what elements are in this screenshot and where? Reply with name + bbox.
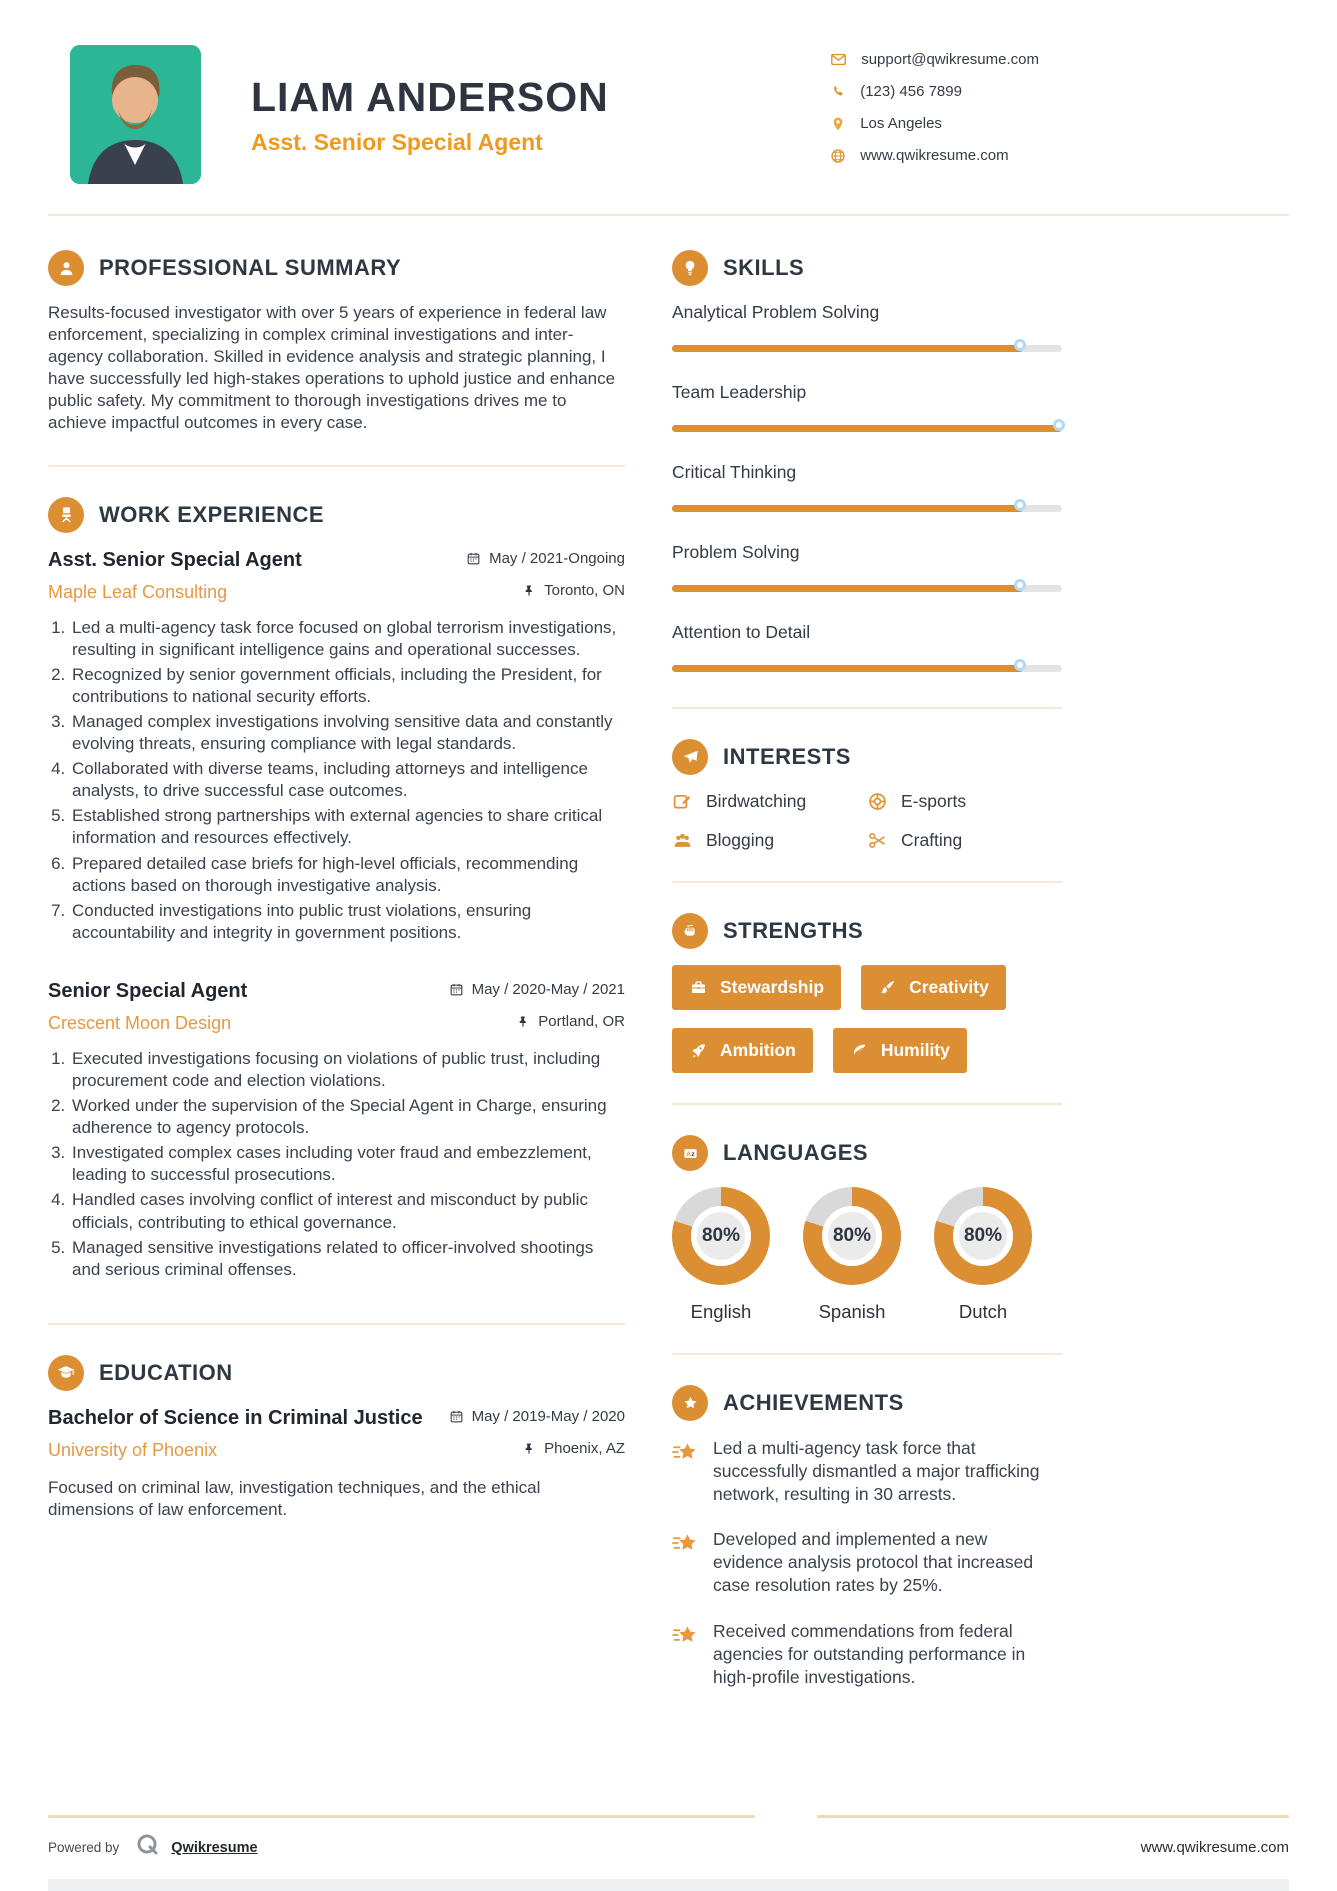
job-company-row — [48, 572, 625, 603]
job-bullet-list — [48, 1048, 625, 1281]
slider-handle[interactable] — [1014, 499, 1026, 511]
job-bullet: 6. Prepared detailed case briefs for high-level officials, recommending actions based on thorough investigative analysis. — [70, 853, 625, 897]
mail-icon — [830, 51, 847, 68]
job-title: Asst. Senior Special Agent — [48, 548, 302, 571]
job-location — [516, 1013, 625, 1030]
job-bullet: 1. Executed investigations focusing on violations of public trust, including procurement code and election violations. — [70, 1048, 625, 1092]
contact-website-text: www.qwikresume.com — [860, 147, 1009, 164]
education-description: Focused on criminal law, investigation techniques, and the ethical dimensions of law enforcement. — [48, 1477, 541, 1519]
job-entry — [48, 980, 625, 1281]
school-name: University of Phoenix — [48, 1439, 218, 1460]
degree-row — [48, 1407, 625, 1430]
strength-badges — [672, 965, 1062, 1073]
education-date-text: May / 2019-May / 2020 — [471, 1407, 625, 1425]
job-entry — [48, 549, 625, 944]
interest-label: Birdwatching — [706, 791, 807, 811]
interest-item — [867, 830, 1062, 851]
calendar-icon — [449, 1409, 464, 1424]
job-company-row — [48, 1003, 625, 1034]
powered-by-label: Powered by — [48, 1840, 120, 1855]
degree-title: Bachelor of Science in Criminal Justice — [48, 1406, 423, 1429]
strengths-heading: STRENGTHS — [723, 918, 864, 943]
job-company: Maple Leaf Consulting — [48, 581, 228, 602]
language-donut — [934, 1187, 1032, 1285]
leaf-icon — [850, 1041, 869, 1060]
interest-grid — [672, 791, 1062, 851]
profile-photo — [70, 45, 201, 184]
skill-item — [672, 382, 1062, 437]
right-column — [672, 216, 1062, 1711]
language-percent: 80% — [953, 1206, 1013, 1266]
strength-label: Ambition — [720, 1040, 796, 1060]
rocket-icon — [689, 1041, 708, 1060]
summary-text: Results-focused investigator with over 5 years of experience in federal law enforcement, specializing in complex criminal investigations and inter-agency collaboration. Skilled in evidence analysis and strategic planning, I have successfully led high-stakes operations to uphold justice and enhance public safety. My commitment to thorough investigations drives me to achieve impactful outcomes in every case. — [48, 303, 616, 433]
education-section-head — [48, 1355, 625, 1391]
slider-handle[interactable] — [1014, 339, 1026, 351]
section-divider — [672, 1353, 1062, 1355]
job-company: Crescent Moon Design — [48, 1012, 232, 1033]
education-date — [449, 1408, 625, 1425]
skill-label: Team Leadership — [672, 382, 807, 402]
qwikresume-link[interactable]: Qwikresume — [171, 1839, 258, 1856]
strength-label: Stewardship — [720, 977, 825, 997]
achievement-text: Developed and implemented a new evidence analysis protocol that increased case resolution rates by 25%. — [713, 1529, 1034, 1596]
job-bullet: 4. Collaborated with diverse teams, including attorneys and intelligence analysts, to drive successful case outcomes. — [70, 758, 625, 802]
slider-handle[interactable] — [1014, 659, 1026, 671]
job-bullet-list — [48, 617, 625, 944]
job-location-text: Toronto, ON — [544, 582, 625, 600]
header — [0, 45, 1337, 184]
language-label: Spanish — [818, 1301, 886, 1322]
slider-handle[interactable] — [1053, 419, 1065, 431]
education-heading: EDUCATION — [99, 1359, 233, 1385]
job-date-text: May / 2021-Ongoing — [489, 549, 625, 567]
svg-text:z: z — [690, 1150, 695, 1158]
language-label: Dutch — [958, 1301, 1008, 1322]
language-donut — [803, 1187, 901, 1285]
pushpin-icon — [522, 1442, 536, 1456]
achievement-item — [672, 1437, 1062, 1506]
job-bullet: 4. Handled cases involving conflict of interest and misconduct by public officials, contributing to ethical governance. — [70, 1189, 625, 1233]
footer-website-link[interactable]: www.qwikresume.com — [1140, 1839, 1289, 1856]
job-date — [466, 550, 625, 567]
contact-phone-text: (123) 456 7899 — [860, 83, 962, 100]
interest-item — [867, 791, 1062, 812]
person-name: LIAM ANDERSON — [251, 73, 609, 120]
skill-slider[interactable] — [672, 659, 1062, 677]
skill-item — [672, 462, 1062, 517]
strength-badge — [861, 965, 1006, 1010]
skill-slider[interactable] — [672, 419, 1062, 437]
work-section-head — [48, 497, 625, 533]
language-item — [934, 1187, 1032, 1323]
job-location-text: Portland, OR — [538, 1013, 625, 1031]
job-bullet: 5. Established strong partnerships with external agencies to share critical information and resources effectively. — [70, 805, 625, 849]
slider-fill — [672, 345, 1023, 352]
skill-item — [672, 622, 1062, 677]
strength-badge — [672, 965, 841, 1010]
language-percent: 80% — [822, 1206, 882, 1266]
language-label: English — [690, 1301, 752, 1322]
contact-phone — [830, 83, 1039, 100]
job-date-text: May / 2020-May / 2021 — [471, 980, 625, 998]
qwikresume-logo-icon — [135, 1832, 161, 1863]
shooting-star-icon — [672, 1530, 699, 1557]
education-entry — [48, 1407, 625, 1521]
interest-label: Blogging — [706, 830, 775, 850]
briefcase-icon — [689, 978, 708, 997]
section-divider — [48, 1323, 625, 1325]
translate-icon — [672, 1135, 708, 1171]
language-item — [803, 1187, 901, 1323]
skill-slider[interactable] — [672, 339, 1062, 357]
skill-label: Problem Solving — [672, 542, 800, 562]
interest-label: Crafting — [901, 830, 963, 850]
location-icon — [830, 116, 846, 132]
interest-item — [672, 830, 867, 851]
skill-label: Attention to Detail — [672, 622, 811, 642]
calendar-icon — [466, 551, 481, 566]
graduation-cap-icon — [48, 1355, 84, 1391]
language-percent: 80% — [691, 1206, 751, 1266]
contact-email[interactable] — [830, 51, 1039, 68]
contact-website[interactable] — [830, 147, 1039, 164]
strength-badge — [672, 1028, 813, 1073]
pushpin-icon — [516, 1015, 530, 1029]
star-circle-icon — [672, 1385, 708, 1421]
interests-section-head — [672, 739, 1062, 775]
strengths-section-head — [672, 913, 1062, 949]
strength-badge — [833, 1028, 967, 1073]
language-donut — [672, 1187, 770, 1285]
interest-label: E-sports — [901, 791, 967, 811]
job-bullet: 3. Managed complex investigations involving sensitive data and constantly evolving threats, ensuring compliance with legal standards. — [70, 711, 625, 755]
users-icon — [672, 830, 693, 851]
identity-block — [251, 74, 609, 156]
strength-label: Humility — [880, 1040, 950, 1060]
svg-text:A: A — [685, 1150, 691, 1158]
languages-row — [672, 1187, 1062, 1323]
contact-location-text: Los Angeles — [860, 115, 942, 132]
education-location-text: Phoenix, AZ — [544, 1440, 625, 1458]
achievements-section-head — [672, 1385, 1062, 1421]
job-bullet: 2. Worked under the supervision of the Special Agent in Charge, ensuring adherence to agency protocols. — [70, 1095, 625, 1139]
slider-handle[interactable] — [1014, 579, 1026, 591]
slider-fill — [672, 425, 1062, 432]
footer-row — [48, 1818, 1289, 1863]
job-bullet: 7. Conducted investigations into public trust violations, ensuring accountability and integrity in government positions. — [70, 900, 625, 944]
summary-section-head — [48, 250, 625, 286]
globe-icon — [830, 148, 846, 164]
contact-email-text: support@qwikresume.com — [861, 51, 1039, 68]
skill-slider[interactable] — [672, 579, 1062, 597]
job-bullet: 1. Led a multi-agency task force focused on global terrorism investigations, resulting in significant intelligence gains and operational successes. — [70, 617, 625, 661]
phone-icon — [830, 84, 846, 100]
skill-item — [672, 542, 1062, 597]
paper-plane-icon — [672, 739, 708, 775]
person-icon — [48, 250, 84, 286]
contact-location — [830, 115, 1039, 132]
language-item — [672, 1187, 770, 1323]
job-bullet: 2. Recognized by senior government officials, including the President, for contributions to national security efforts. — [70, 664, 625, 708]
skill-slider[interactable] — [672, 499, 1062, 517]
section-divider — [48, 465, 625, 467]
person-job-title: Asst. Senior Special Agent — [251, 128, 543, 155]
slider-fill — [672, 505, 1023, 512]
job-date — [449, 981, 625, 998]
footer — [0, 1815, 1337, 1891]
job-title-row — [48, 549, 625, 572]
skill-label: Analytical Problem Solving — [672, 302, 880, 322]
section-divider — [672, 1103, 1062, 1105]
strength-label: Creativity — [909, 977, 989, 997]
profile-photo-illustration — [70, 45, 201, 184]
pen-square-icon — [672, 791, 693, 812]
footer-divider — [48, 1815, 1289, 1818]
summary-heading: PROFESSIONAL SUMMARY — [99, 255, 402, 280]
job-location — [522, 582, 625, 599]
office-chair-icon — [48, 497, 84, 533]
achievement-item — [672, 1620, 1062, 1689]
interest-item — [672, 791, 867, 812]
job-bullet: 5. Managed sensitive investigations related to officer-involved shootings and serious criminal offenses. — [70, 1237, 625, 1281]
interests-heading: INTERESTS — [723, 744, 851, 769]
achievement-item — [672, 1528, 1062, 1597]
shooting-star-icon — [672, 1622, 699, 1649]
slider-fill — [672, 665, 1023, 672]
languages-section-head — [672, 1135, 1062, 1171]
left-column — [48, 216, 625, 1711]
fist-icon — [672, 913, 708, 949]
job-title-row — [48, 980, 625, 1003]
scissors-icon — [867, 830, 888, 851]
main-content — [0, 216, 1337, 1711]
school-row — [48, 1430, 625, 1461]
section-divider — [672, 881, 1062, 883]
education-location — [522, 1440, 625, 1457]
skill-item — [672, 302, 1062, 357]
achievement-text: Led a multi-agency task force that successfully dismantled a major trafficking network, resulting in 30 arrests. — [713, 1438, 1040, 1505]
paintbrush-icon — [878, 978, 897, 997]
skill-label: Critical Thinking — [672, 462, 797, 482]
languages-heading: LANGUAGES — [723, 1140, 869, 1165]
life-ring-icon — [867, 791, 888, 812]
skills-section-head — [672, 250, 1062, 286]
page-bottom-edge — [48, 1879, 1289, 1891]
calendar-icon — [449, 982, 464, 997]
achievements-heading: ACHIEVEMENTS — [723, 1390, 904, 1415]
slider-fill — [672, 585, 1023, 592]
shooting-star-icon — [672, 1439, 699, 1466]
work-heading: WORK EXPERIENCE — [99, 501, 325, 527]
section-divider — [672, 707, 1062, 709]
contact-block — [830, 51, 1039, 179]
pushpin-icon — [522, 584, 536, 598]
job-title: Senior Special Agent — [48, 979, 248, 1002]
job-bullet: 3. Investigated complex cases including voter fraud and embezzlement, leading to successful prosecutions. — [70, 1142, 625, 1186]
achievement-text: Received commendations from federal agencies for outstanding performance in high-profile investigations. — [713, 1620, 1026, 1687]
lightbulb-icon — [672, 250, 708, 286]
skills-heading: SKILLS — [723, 255, 805, 280]
